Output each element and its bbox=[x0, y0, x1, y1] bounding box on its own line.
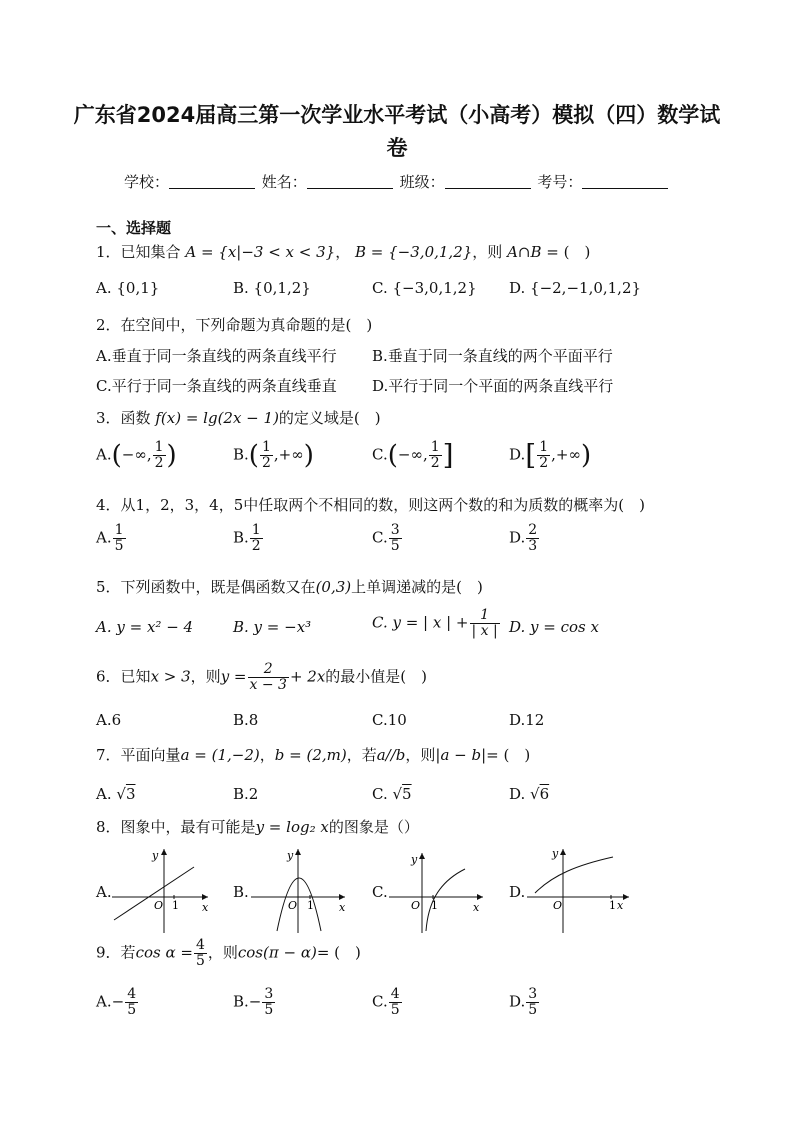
q5-option-a: A. y = x² − 4 bbox=[96, 618, 194, 636]
q5-option-c bbox=[372, 608, 501, 639]
stem-text: = ( ) bbox=[486, 746, 531, 764]
stem-text: 在空间中，下列命题为真命题的是( ) bbox=[120, 316, 373, 334]
set-a: A = {x|−3 < x < 3} bbox=[185, 243, 336, 261]
fraction bbox=[526, 987, 539, 1018]
option-text: −∞, bbox=[397, 445, 428, 464]
q3-option-c bbox=[372, 440, 454, 471]
question-number: 8． bbox=[96, 818, 121, 836]
option-letter: A. bbox=[96, 785, 112, 803]
fraction bbox=[526, 523, 539, 554]
y-axis-label: y bbox=[411, 853, 418, 866]
stem-text: 从1，2，3，4，5中任取两个不相同的数，则这两个数的和为质数的概率为( ) bbox=[120, 496, 645, 514]
question-9-stem bbox=[96, 938, 361, 969]
numerator: 2 bbox=[248, 662, 289, 678]
x-axis-label: x bbox=[617, 899, 624, 912]
denominator: 5 bbox=[127, 1002, 137, 1018]
name-blank bbox=[307, 188, 393, 189]
stem-text: 的最小值是( ) bbox=[325, 667, 427, 686]
question-2-stem bbox=[96, 314, 372, 335]
origin-label: O bbox=[553, 899, 563, 912]
tick-label: 1 bbox=[431, 899, 438, 912]
option-letter: D. bbox=[509, 445, 526, 464]
q9-option-b bbox=[233, 987, 276, 1018]
question-number: 9． bbox=[96, 943, 121, 962]
q2-option-d: D.平行于同一个平面的两条直线平行 bbox=[372, 377, 614, 395]
q3-option-a bbox=[96, 440, 177, 471]
question-number: 7． bbox=[96, 746, 121, 764]
stem-text: ，则 bbox=[472, 243, 503, 261]
q8-graph-b bbox=[247, 845, 347, 935]
option-letter: B. bbox=[233, 528, 249, 547]
q2-option-a: A.垂直于同一条直线的两条直线平行 bbox=[96, 347, 337, 365]
numerator: 3 bbox=[390, 522, 400, 538]
option-letter: C. bbox=[372, 785, 388, 803]
denominator: 5 bbox=[195, 953, 205, 969]
denominator: | x | bbox=[471, 623, 498, 639]
set-b: B = {−3,0,1,2} bbox=[355, 243, 473, 261]
origin-label: O bbox=[154, 899, 164, 912]
q4-option-b bbox=[233, 523, 264, 554]
student-info-line bbox=[124, 171, 670, 192]
denominator: 5 bbox=[390, 538, 400, 554]
question-1-stem bbox=[96, 241, 590, 262]
school-blank bbox=[169, 188, 255, 189]
radicand: 6 bbox=[539, 785, 550, 803]
q8-graph-a bbox=[110, 845, 210, 935]
option-letter: A. bbox=[96, 992, 112, 1011]
numerator: 4 bbox=[195, 937, 205, 953]
denominator: 2 bbox=[430, 455, 440, 471]
x-axis-label: x bbox=[473, 901, 480, 914]
q3-option-b bbox=[233, 440, 314, 471]
fraction bbox=[260, 440, 273, 471]
stem-text: 已知集合 bbox=[120, 243, 181, 261]
numerator: 1 bbox=[154, 439, 164, 455]
fraction bbox=[537, 440, 550, 471]
q3-option-d bbox=[509, 440, 591, 471]
stem-text: 上单调递减的是( ) bbox=[351, 578, 483, 596]
cos-expr: cos(π − α) bbox=[237, 943, 317, 962]
q7-option-a: A. √3 bbox=[96, 785, 136, 803]
x-axis-label: x bbox=[339, 901, 346, 914]
vector-b: b = (2,m) bbox=[274, 746, 347, 764]
option-letter: D. bbox=[509, 785, 526, 803]
stem-text: 函数 bbox=[120, 409, 151, 427]
option-text: −∞, bbox=[121, 445, 152, 464]
fraction bbox=[389, 523, 402, 554]
q4-option-c bbox=[372, 523, 403, 554]
denominator: 5 bbox=[264, 1002, 274, 1018]
q9-option-a bbox=[96, 987, 139, 1018]
q8-option-d-letter: D. bbox=[509, 883, 526, 901]
stem-text: 若 bbox=[120, 943, 136, 962]
q8-option-a-letter: A. bbox=[96, 883, 112, 901]
fraction bbox=[470, 608, 500, 639]
section-heading: 一、选择题 bbox=[96, 219, 172, 237]
y-axis-label: y bbox=[152, 849, 159, 862]
stem-text: 平面向量 bbox=[120, 746, 181, 764]
numerator: 1 bbox=[470, 608, 500, 624]
fraction bbox=[125, 987, 138, 1018]
norm-expr: |a − b| bbox=[435, 746, 487, 764]
school-label: 学校： bbox=[124, 173, 170, 191]
denominator: 2 bbox=[251, 538, 261, 554]
option-letter: C. bbox=[372, 445, 388, 464]
stem-text: ，则 bbox=[207, 943, 238, 962]
option-letter: C. bbox=[372, 528, 388, 547]
option-letter: A. bbox=[96, 528, 112, 547]
stem-text: ， bbox=[259, 746, 275, 764]
option-letter: B. bbox=[233, 445, 249, 464]
right-bracket: ] bbox=[442, 438, 454, 472]
q2-option-c: C.平行于同一条直线的两条直线垂直 bbox=[96, 377, 337, 395]
numerator: 3 bbox=[528, 986, 538, 1002]
sign: − bbox=[248, 992, 262, 1011]
function-expr: + 2x bbox=[289, 667, 326, 686]
q7-option-b bbox=[233, 785, 258, 803]
cos-expr: cos α = bbox=[135, 943, 193, 962]
y-axis-label: y bbox=[287, 849, 294, 862]
stem-text: 下列函数中，既是偶函数又在 bbox=[120, 578, 316, 596]
denominator: 2 bbox=[154, 455, 164, 471]
question-number: 2． bbox=[96, 316, 121, 334]
q1-option-d: D. {−2,−1,0,1,2} bbox=[509, 279, 642, 297]
fraction bbox=[153, 440, 166, 471]
denominator: 5 bbox=[390, 1002, 400, 1018]
question-number: 3． bbox=[96, 409, 121, 427]
radicand: 3 bbox=[125, 785, 136, 803]
tick-label: 1 bbox=[609, 899, 616, 912]
fraction bbox=[113, 523, 126, 554]
right-bracket: ) bbox=[303, 440, 314, 471]
q4-option-d bbox=[509, 523, 540, 554]
numerator: 1 bbox=[261, 439, 271, 455]
fraction bbox=[262, 987, 275, 1018]
q8-option-c-letter: C. bbox=[372, 883, 388, 901]
y-axis-label: y bbox=[552, 847, 559, 860]
numerator: 3 bbox=[264, 986, 274, 1002]
option-text: C. y = | x | + bbox=[372, 613, 469, 632]
sign: − bbox=[111, 992, 125, 1011]
radicand: 5 bbox=[402, 785, 412, 803]
title-line-2: 卷 bbox=[386, 136, 408, 160]
left-bracket: ( bbox=[248, 440, 259, 471]
q6-option-c: C.10 bbox=[372, 711, 407, 729]
stem-text: ，则 bbox=[190, 667, 221, 686]
question-number: 5． bbox=[96, 578, 121, 596]
numerator: 4 bbox=[127, 986, 137, 1002]
q5-option-b: B. y = −x³ bbox=[233, 618, 312, 636]
fraction bbox=[194, 938, 207, 969]
q7-option-d: D. √6 bbox=[509, 785, 550, 803]
class-label: 班级： bbox=[399, 173, 445, 191]
question-4-stem bbox=[96, 494, 645, 515]
question-number: 4． bbox=[96, 496, 121, 514]
q6-option-d: D.12 bbox=[509, 711, 545, 729]
question-3-stem bbox=[96, 407, 381, 428]
q8-graph-d bbox=[525, 845, 635, 935]
stem-text: ，若 bbox=[346, 746, 377, 764]
fraction bbox=[429, 440, 442, 471]
stem-text: 的定义域是( ) bbox=[278, 409, 381, 427]
option-letter: C. bbox=[372, 992, 388, 1011]
q9-option-d bbox=[509, 987, 540, 1018]
page-title bbox=[60, 99, 734, 165]
parallel-expr: a//b bbox=[376, 746, 406, 764]
denominator: 5 bbox=[528, 1002, 538, 1018]
stem-text: ，则 bbox=[405, 746, 436, 764]
numerator: 2 bbox=[528, 522, 538, 538]
q6-option-a: A.6 bbox=[96, 711, 122, 729]
tick-label: 1 bbox=[172, 899, 179, 912]
denominator: 5 bbox=[114, 538, 124, 554]
option-text: ,+∞ bbox=[273, 445, 304, 464]
left-bracket: ( bbox=[387, 440, 398, 471]
question-5-stem bbox=[96, 576, 483, 597]
vector-a: a = (1,−2) bbox=[180, 746, 260, 764]
q1-option-c: C. {−3,0,1,2} bbox=[372, 279, 477, 297]
exam-no-blank bbox=[582, 188, 668, 189]
q8-option-b-letter: B. bbox=[233, 883, 249, 901]
q4-option-a bbox=[96, 523, 127, 554]
fraction bbox=[250, 523, 263, 554]
question-number: 1． bbox=[96, 243, 121, 261]
denominator: 2 bbox=[539, 455, 549, 471]
option-letter: B.2 bbox=[233, 785, 259, 803]
interval: (0,3) bbox=[315, 578, 352, 596]
question-number: 6． bbox=[96, 667, 121, 686]
option-text: ,+∞ bbox=[551, 445, 581, 464]
exam-no-label: 考号： bbox=[537, 173, 583, 191]
class-blank bbox=[445, 188, 531, 189]
question-8-stem bbox=[96, 816, 419, 837]
question-7-stem bbox=[96, 744, 530, 765]
denominator: x − 3 bbox=[249, 677, 287, 693]
tick-label: 1 bbox=[307, 899, 314, 912]
stem-text: = ( ) bbox=[546, 243, 591, 261]
graph-curve bbox=[277, 878, 321, 931]
title-line-1: 广东省2024届高三第一次学业水平考试（小高考）模拟（四）数学试 bbox=[73, 103, 721, 127]
numerator: 1 bbox=[430, 439, 440, 455]
option-letter: D. bbox=[509, 992, 526, 1011]
stem-text: = ( ) bbox=[316, 943, 361, 962]
left-bracket: [ bbox=[525, 438, 537, 472]
numerator: 1 bbox=[114, 522, 124, 538]
denominator: 3 bbox=[528, 538, 538, 554]
left-bracket: ( bbox=[111, 440, 122, 471]
q2-option-b: B.垂直于同一条直线的两个平面平行 bbox=[372, 347, 613, 365]
q9-option-c bbox=[372, 987, 403, 1018]
graph-curve bbox=[535, 857, 613, 893]
q8-graph-c bbox=[387, 845, 487, 935]
denominator: 2 bbox=[261, 455, 271, 471]
q7-option-c: C. √5 bbox=[372, 785, 412, 803]
q6-option-b: B.8 bbox=[233, 711, 259, 729]
function-expr: f(x) = lg(2x − 1) bbox=[155, 409, 279, 427]
question-6-stem bbox=[96, 662, 427, 693]
intersection-expr: A∩B bbox=[507, 243, 542, 261]
right-bracket: ) bbox=[166, 440, 177, 471]
q1-option-b: B. {0,1,2} bbox=[233, 279, 311, 297]
origin-label: O bbox=[288, 899, 298, 912]
option-letter: A. bbox=[96, 445, 112, 464]
x-axis-label: x bbox=[202, 901, 209, 914]
q5-option-d: D. y = cos x bbox=[509, 618, 599, 636]
option-letter: B. bbox=[233, 992, 249, 1011]
numerator: 1 bbox=[251, 522, 261, 538]
stem-text: 已知 bbox=[120, 667, 151, 686]
origin-label: O bbox=[411, 899, 421, 912]
fraction bbox=[389, 987, 402, 1018]
q1-option-a: A. {0,1} bbox=[96, 279, 160, 297]
stem-text: 图象中，最有可能是 bbox=[120, 818, 256, 836]
stem-text: ， bbox=[335, 243, 351, 261]
function-expr: y = bbox=[220, 667, 247, 686]
right-bracket: ) bbox=[580, 440, 592, 471]
function-expr: y = log₂ x bbox=[255, 818, 329, 836]
fraction bbox=[248, 662, 289, 693]
condition: x > 3 bbox=[150, 667, 191, 686]
graph-curve bbox=[114, 867, 194, 920]
stem-text: 的图象是（） bbox=[328, 818, 419, 836]
option-letter: D. bbox=[509, 528, 526, 547]
numerator: 4 bbox=[390, 986, 400, 1002]
numerator: 1 bbox=[539, 439, 549, 455]
name-label: 姓名： bbox=[261, 173, 307, 191]
